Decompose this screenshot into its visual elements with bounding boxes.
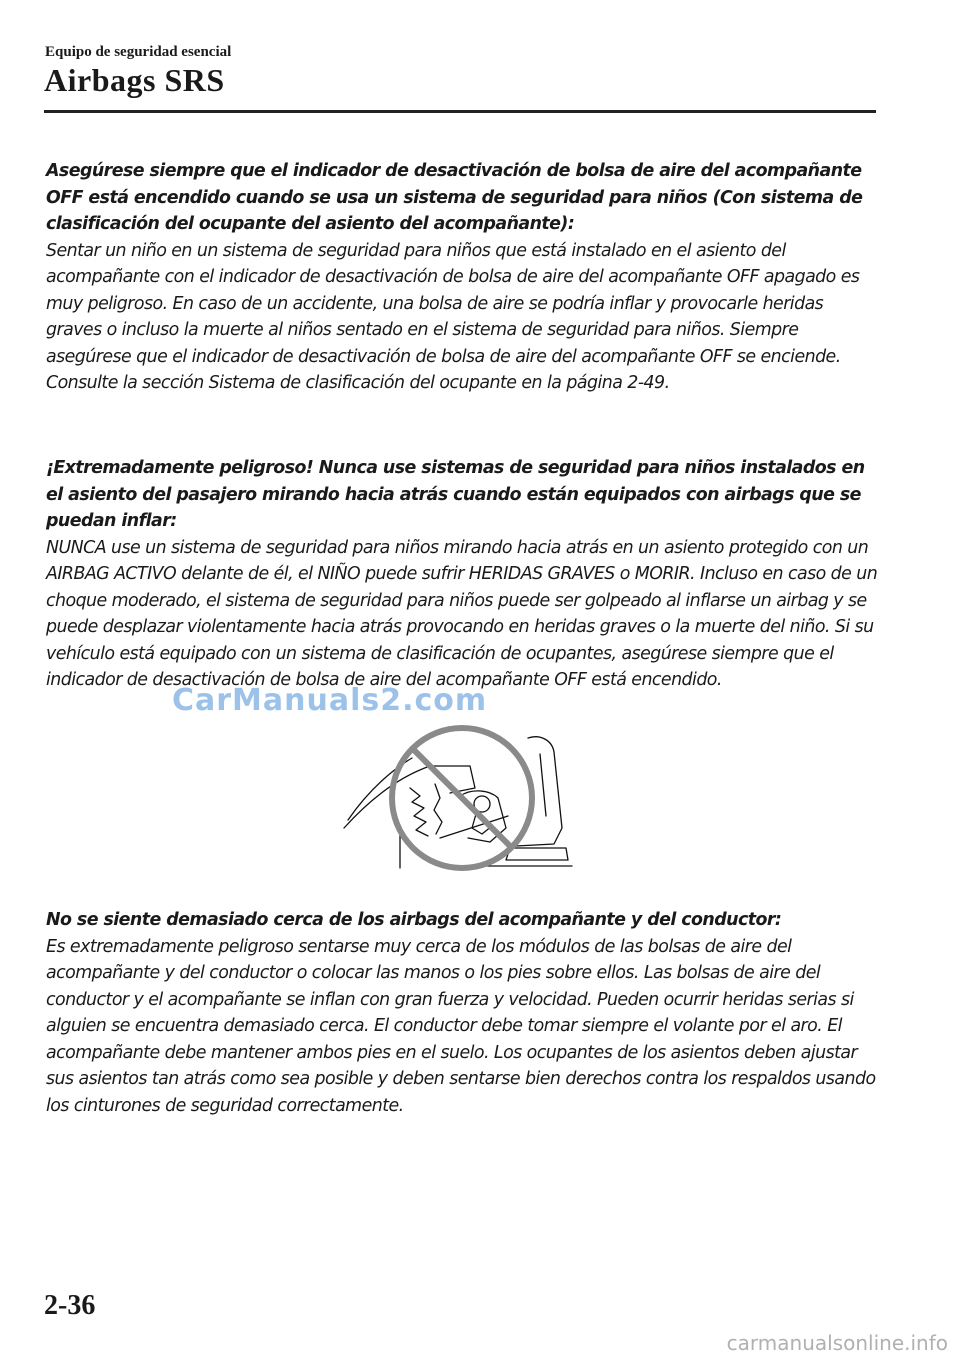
warning-heading: ¡Extremadamente peligroso! Nunca use sistemas de seguridad para niños instalados en el asiento del pasajero mirando hacia atrás cuando están equipados con airbags que se puedan inflar: <box>46 458 865 531</box>
warning-block-too-close <box>46 907 881 1119</box>
warning-body: NUNCA use un sistema de seguridad para niños mirando hacia atrás en un asiento protegido con un AIRBAG ACTIVO delante de él, el NIÑO puede sufrir HERIDAS GRAVES o MORIR. Incluso en caso de un choque moderado, el sistema de seguridad para niños puede ser golpeado al inflarse un airbag y se puede desplazar violentamente hacia atrás provocando en heridas graves o la muerte del niño. Si su vehículo está equipado con un sistema de clasificación de ocupantes, asegúrese siempre que el indicador de desactivación de bolsa de aire del acompañante OFF está encendido. <box>46 537 878 690</box>
warning-heading: No se siente demasiado cerca de los airbags del acompañante y del conductor: <box>46 910 782 930</box>
warning-heading: Asegúrese siempre que el indicador de desactivación de bolsa de aire del acompañante OFF está encendido cuando se usa un sistema de seguridad para niños (Con sistema de clasificación del ocupante del asiento del acompañante): <box>46 161 863 234</box>
page-title: Airbags SRS <box>44 62 225 98</box>
header-divider <box>44 110 876 113</box>
warning-block-child-seat-indicator <box>46 158 881 397</box>
watermark-logo: CarManuals2.com <box>172 683 488 718</box>
no-rear-facing-child-seat-icon <box>340 718 600 878</box>
section-kicker: Equipo de seguridad esencial <box>45 44 232 60</box>
warning-body: Sentar un niño en un sistema de seguridad para niños que está instalado en el asiento del acompañante con el indicador de desactivación de bolsa de aire del acompañante OFF apagado es muy peligroso. En caso de un accidente, una bolsa de aire se podría inflar y provocarle heridas graves o incluso la muerte al niños sentado en el sistema de seguridad para niños. Siempre asegúrese que el indicador de desactivación de bolsa de aire del acompañante OFF se enciende. <box>46 240 860 367</box>
page-number: 2-36 <box>44 1290 96 1321</box>
warning-body: Es extremadamente peligroso sentarse muy cerca de los módulos de las bolsas de aire del acompañante y del conductor o colocar las manos o los pies sobre ellos. Las bolsas de aire del conductor y el acompañante se inflan con gran fuerza y velocidad. Pueden ocurrir heridas serias si alguien se encuentra demasiado cerca. El conductor debe tomar siempre el volante por el aro. El acompañante debe mantener ambos pies en el suelo. Los ocupantes de los asientos deben ajustar sus asientos tan atrás como sea posible y deben sentarse bien derechos contra los respaldos usando los cinturones de seguridad correctamente. <box>46 936 876 1116</box>
warning-reference: Consulte la sección Sistema de clasificación del ocupante en la página 2-49. <box>46 373 670 393</box>
footer-watermark: carmanualsonline.info <box>726 1331 948 1355</box>
warning-block-rear-facing <box>46 455 881 694</box>
